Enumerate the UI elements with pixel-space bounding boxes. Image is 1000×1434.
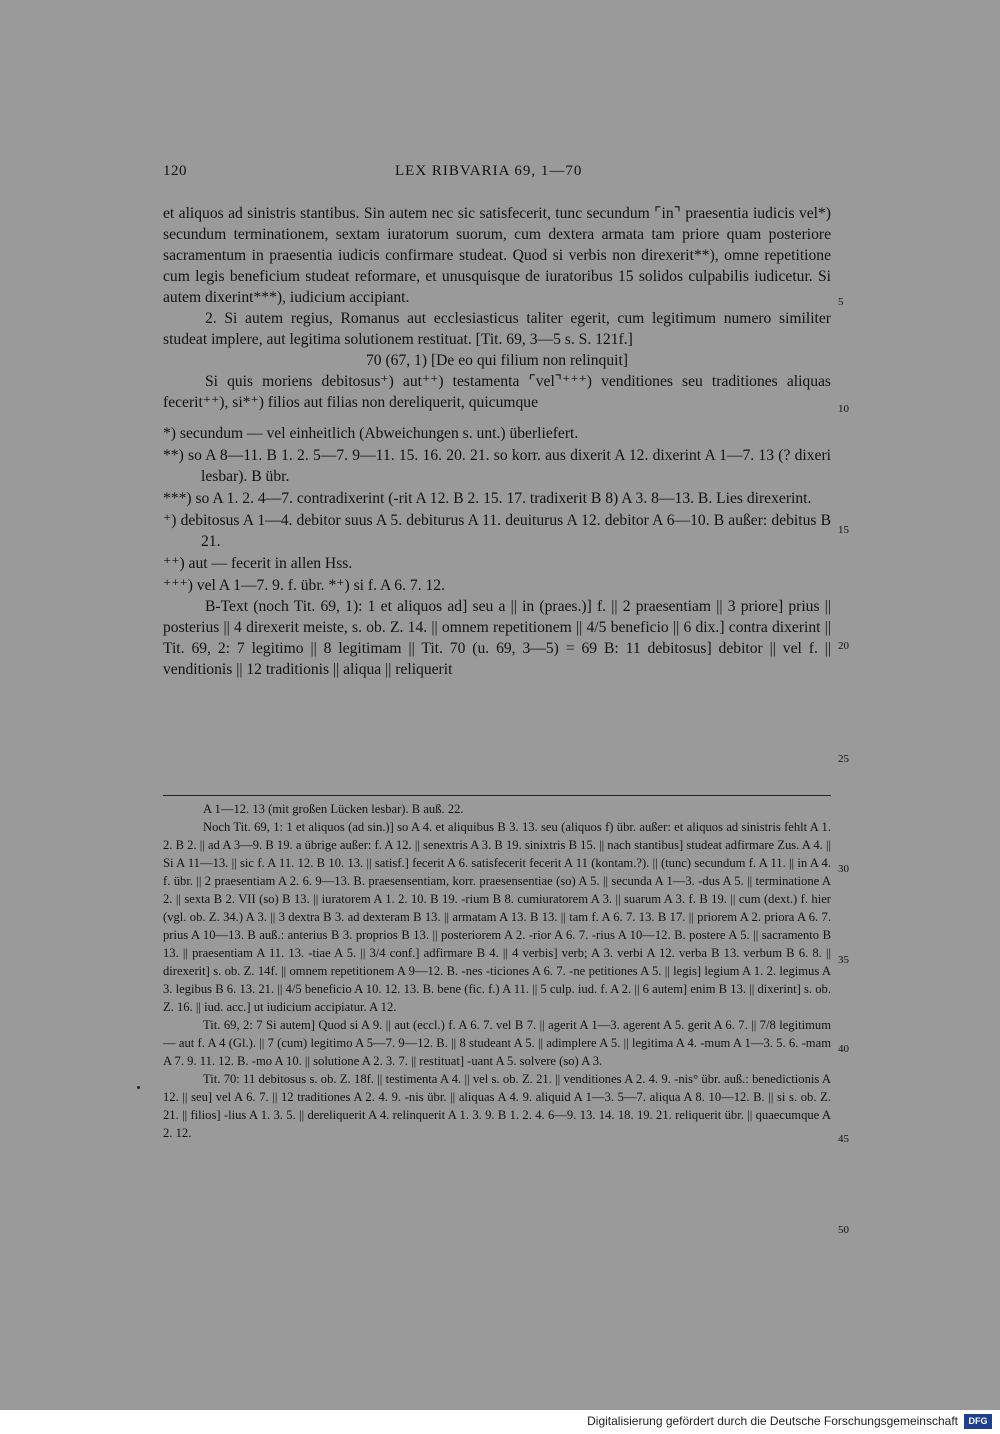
footer-bar [0,1410,1000,1434]
line-number: 45 [838,1133,849,1145]
footnote-item: ***) so A 1. 2. 4—7. contradixerint (-rit A 12. B 2. 15. 17. tradixerit B 8) A 3. 8—13. B. Lies direxerint. [163,490,812,507]
paragraph-2: 2. Si autem regius, Romanus aut ecclesiasticus taliter egerit, cum legitimum numero similiter studeat implere, aut legitima solutionem restituat. [Tit. 69, 3—5 s. S. 121f.] [163,310,831,348]
page-number: 120 [163,163,187,179]
paragraph-3: Si quis moriens debitosus⁺) aut⁺⁺) testamenta ⌜vel⌝⁺⁺⁺) venditiones seu traditiones aliquas fecerit⁺⁺), si*⁺) filios aut filias non dereliquerit, quicumque [163,373,831,411]
dfg-logo: DFG [964,1414,992,1429]
apparatus-entry: Tit. 70: 11 debitosus s. ob. Z. 18f. || testimenta A 4. || vel s. ob. Z. 21. || venditiones A 2. 4. 9. -nis° übr. auß.: benedictionis A 12. || seu] vel A 6. 7. || 12 traditiones A 2. 4. 9. -nis übr. || aliquas A 4. 9. aliquid A 1—3. 5—7. aliqua A 8. 10—12. B. || si s. ob. Z. 21. || filios] -lius A 1. 3. 5. || dereliquerit A 4. relinquerit A 1. 3. 9. B 1. 2. 4. 6—9. 13. 14. 18. 19. 21. reliquerit übr. || quaecumque A 2. 12. [163,1072,831,1140]
line-number: 15 [838,524,849,536]
line-number: 35 [838,954,849,966]
apparatus-divider [163,795,831,796]
apparatus-entry: A 1—12. 13 (mit großen Lücken lesbar). B auß. 22. [203,802,464,816]
line-number: 50 [838,1224,849,1236]
critical-apparatus [163,800,831,1142]
b-text-variants: B-Text (noch Tit. 69, 1): 1 et aliquos ad] seu a || in (praes.)] f. || 2 praesentiam || 3 priore] prius || posterius || 4 direxerit meiste, s. ob. Z. 14. || omnem repetitionem || 4/5 beneficio || 6 dix.] contra dixerint || Tit. 69, 2: 7 legitimo || 8 legitimam || Tit. 70 (u. 69, 3—5) = 69 B: 11 debitosus] debitor || vel f. || venditionis || 12 traditionis || aliqua || reliquerit [163,598,831,678]
footnote-item: *) secundum — vel einheitlich (Abweichungen s. unt.) überliefert. [163,425,579,442]
margin-dot [137,1086,140,1089]
line-number: 30 [838,863,849,875]
apparatus-entry: Noch Tit. 69, 1: 1 et aliquos (ad sin.)] so A 4. et aliquibus B 3. 13. seu (aliquos f) übr. außer: et aliquos ad sinistris fehlt A 1. 2. B 2. || ad A 3—9. B 19. a übrige außer: f. A 12. || senextris A 3. B 19. sinixtris B 15. || nach stantibus] studeat adfirmare Zus. A 4. || Si A 11—13. || sic f. A 11. 12. B 10. 13. || satisf.] fecerit A 6. satisfecerit fecerit A 11 (kontam.?). || (tunc) secundum f. A 11. || in A 4. f. übr. || 2 praesentiam A 2. 6. 9—13. B. praesensentiam, korr. praesensentiae (so) A 5. || secunda A 1—3. -dus A 5. || terminatione A 2. || sexta B 2. VII (so) B 13. || iuratorem A 1. 2. 10. B 19. -rium B 8. cumiuratorem A 3. || suarum A 3. f. B 19. || cum (dext.) f. hier (vgl. ob. Z. 34.) A 3. || 3 dextra B 3. ad dexteram B 13. || armatam A 13. B 13. || tam f. A 6. 7. 13. B 17. || priorem A 2. priora A 6. 7. prius A 10—13. B auß.: anterius B 3. proprios B 13. || posteriorem A 2. -rior A 6. 7. -rius A 10—12. B. postere A 5. || sacramento B 13. || praesentiam A 11. 13. -tiae A 5. || 3/4 conf.] adfirmare B 4. || 4 verbis] verb; A 3. verbi A 12. verba B 13. verbum B 6. 8. || direxerit] s. ob. Z. 14f. || omnem repetitionem A 9—12. B. -nes -ticiones A 6. 7. -ne petitiones A 5. || legis] legium A 1. 2. legimus A 3. legibus B 6. 13. 21. || 4/5 beneficio A 10. 12. 13. B. bene (fic. f.) A 11. || 5 culp. iud. f. A 2. || 6 autem] enim B 13. || dixerint] s. ob. Z. 16. || iud. acc.] ut iudicium accipiatur. A 12. [163,820,831,1014]
footnotes [163,423,831,596]
footnote-item: ⁺⁺⁺) vel A 1—7. 9. f. übr. *⁺) si f. A 6. 7. 12. [163,577,445,594]
line-number: 10 [838,403,849,415]
main-text [163,203,831,680]
footer-credit: Digitalisierung gefördert durch die Deutsche Forschungsgemeinschaft [587,1414,958,1428]
apparatus-entry: Tit. 69, 2: 7 Si autem] Quod si A 9. || aut (eccl.) f. A 6. 7. vel B 7. || agerit A 1—3. agerent A 5. gerit A 6. 7. || 7/8 legitimum — aut f. A 4 (Gl.). || 7 (cum) legitimo A 5—7. 9—12. B. || 8 studeant A 5. || adimplere A 5. || legitima A 4. -mum A 1—3. 5. 6. -mam A 7. 9. 11. 12. B. -mo A 10. || solutione A 2. 3. 7. || restituat] -uant A 5. solvere (so) A 3. [163,1018,831,1068]
paragraph-1: et aliquos ad sinistris stantibus. Sin autem nec sic satisfecerit, tunc secundum ⌜in⌝ praesentia iudicis vel*) secundum terminationem, sextam iuratorum suorum, cum dextera armata tam priore quam posteriore sacramentum in praesentia iudicis confirmare studeat. Quod si verbis non direxerit**), omne repetitione cum legis beneficium studeat reformare, et unusquisque de iuratoribus 15 solidos culpabilis iudicetur. Si autem dixerint***), iudicium accipiant. [163,205,831,306]
line-number: 20 [838,640,849,652]
line-number: 40 [838,1043,849,1055]
line-number: 25 [838,753,849,765]
footnote-item: **) so A 8—11. B 1. 2. 5—7. 9—11. 15. 16. 20. 21. so korr. aus dixerit A 12. dixerint A 1—7. 13 (? dixeri lesbar). B übr. [163,447,831,485]
footnote-item: ⁺) debitosus A 1—4. debitor suus A 5. debiturus A 11. deuiturus A 12. debitor A 6—10. B außer: debitus B 21. [163,512,831,550]
page-header [163,163,828,183]
footnote-item: ⁺⁺) aut — fecerit in allen Hss. [163,555,353,572]
title-70-heading: 70 (67, 1) [De eo qui filium non relinquit] [365,352,628,369]
running-title: LEX RIBVARIA 69, 1—70 [395,163,583,179]
line-number: 5 [838,296,844,308]
